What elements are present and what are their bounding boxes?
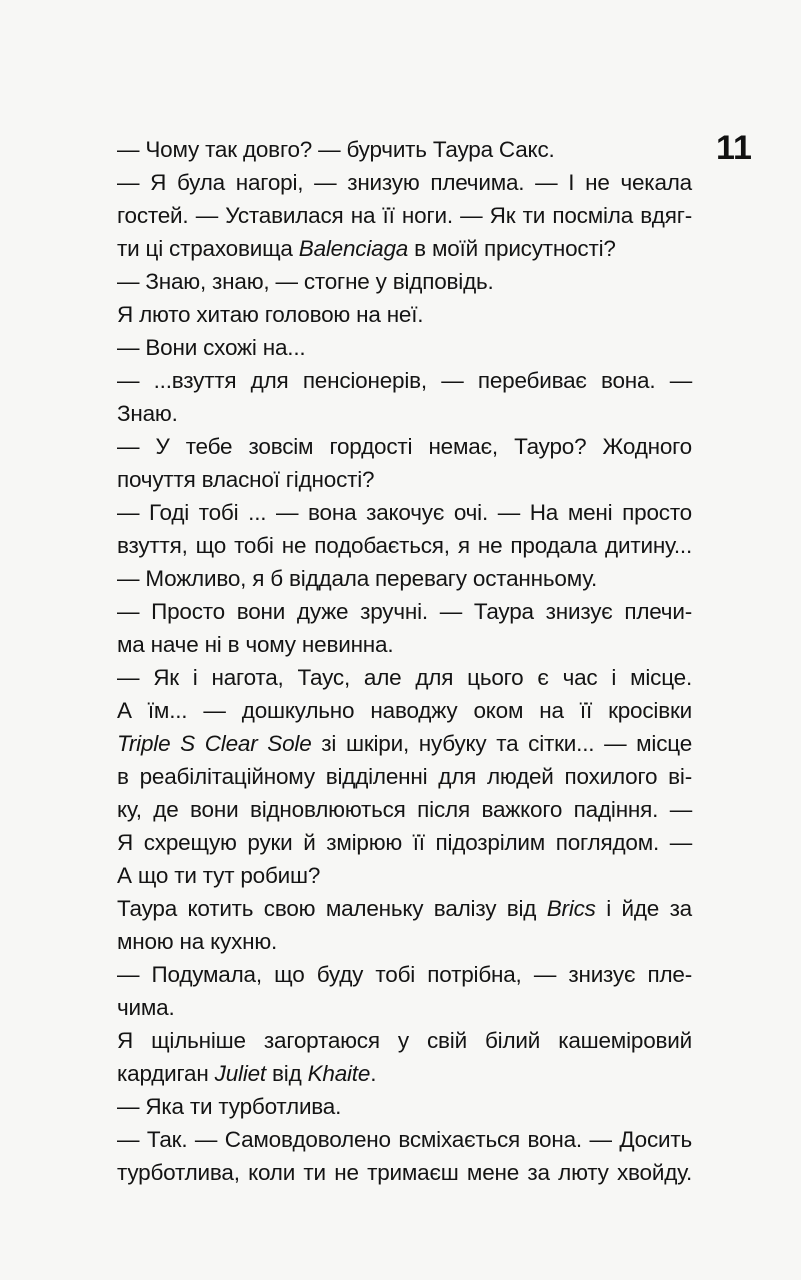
- text-line: Я схрещую руки й змірюю її підозрілим поглядом. —: [117, 830, 692, 855]
- text-fragment: Таура котить свою маленьку валізу від: [117, 896, 547, 921]
- text-line: ку, де вони відновлюються після важкого падіння. —: [117, 797, 692, 822]
- italic-brand-name: Balenciaga: [298, 236, 409, 261]
- text-line: [117, 1057, 692, 1090]
- text-line: [117, 232, 692, 265]
- text-line: — ...взуття для пенсіонерів, — перебиває вона. —: [117, 368, 692, 393]
- text-fragment: зі шкіри, нубуку та сітки... — місце: [311, 731, 693, 756]
- body-text: [117, 133, 692, 1189]
- text-fragment: і йде за: [595, 896, 692, 921]
- text-line: — Так. — Самовдоволено всміхається вона. — Досить: [117, 1127, 692, 1152]
- text-fragment: кардиган: [117, 1061, 215, 1086]
- text-line: А їм... — дошкульно наводжу оком на її кросівки: [117, 698, 692, 723]
- italic-brand-name: Juliet: [214, 1061, 266, 1086]
- text-line: — Можливо, я б віддала перевагу останньому.: [117, 566, 598, 591]
- text-line: гостей. — Уставилася на її ноги. — Як ти посміла вдяг-: [117, 203, 692, 228]
- text-line: чима.: [117, 995, 175, 1020]
- text-line: — Годі тобі ... — вона закочує очі. — На мені просто: [117, 500, 692, 525]
- text-line: взуття, що тобі не подобається, я не продала дитину...: [117, 533, 692, 558]
- text-line: — Просто вони дуже зручні. — Таура знизує плечи-: [117, 599, 692, 624]
- text-line: мною на кухню.: [117, 929, 278, 954]
- text-line: Я люто хитаю головою на неї.: [117, 302, 424, 327]
- text-fragment: від: [265, 1061, 308, 1086]
- italic-brand-name: Khaite: [307, 1061, 371, 1086]
- text-line: — Яка ти турботлива.: [117, 1094, 342, 1119]
- text-line: [117, 727, 692, 760]
- text-fragment: ти ці страховища: [117, 236, 299, 261]
- italic-brand-name: Brics: [546, 896, 596, 921]
- text-line: — Я була нагорі, — знизую плечима. — І не чекала: [117, 170, 692, 195]
- text-line: — Чому так довго? — бурчить Таура Сакс.: [117, 137, 555, 162]
- italic-brand-name: Triple S Clear Sole: [117, 731, 312, 756]
- text-line: — Подумала, що буду тобі потрібна, — знизує пле-: [117, 962, 692, 987]
- text-line: — У тебе зовсім гордості немає, Тауро? Жодного: [117, 434, 692, 459]
- text-line: — Як і нагота, Таус, але для цього є час і місце.: [117, 665, 692, 690]
- text-line: А що ти тут робиш?: [117, 863, 321, 888]
- text-line: в реабілітаційному відділенні для людей похилого ві-: [117, 764, 692, 789]
- text-line: Я щільніше загортаюся у свій білий кашеміровий: [117, 1028, 692, 1053]
- text-fragment: в моїй присутності?: [408, 236, 616, 261]
- text-line: — Знаю, знаю, — стогне у відповідь.: [117, 269, 494, 294]
- text-line: — Вони схожі на...: [117, 335, 306, 360]
- text-line: [117, 892, 692, 925]
- text-fragment: .: [370, 1061, 377, 1086]
- text-line: ма наче ні в чому невинна.: [117, 632, 394, 657]
- text-line: Знаю.: [117, 401, 178, 426]
- text-line: почуття власної гідності?: [117, 467, 375, 492]
- page-number: 11: [716, 129, 752, 167]
- text-line: турботлива, коли ти не тримаєш мене за люту хвойду.: [117, 1160, 692, 1185]
